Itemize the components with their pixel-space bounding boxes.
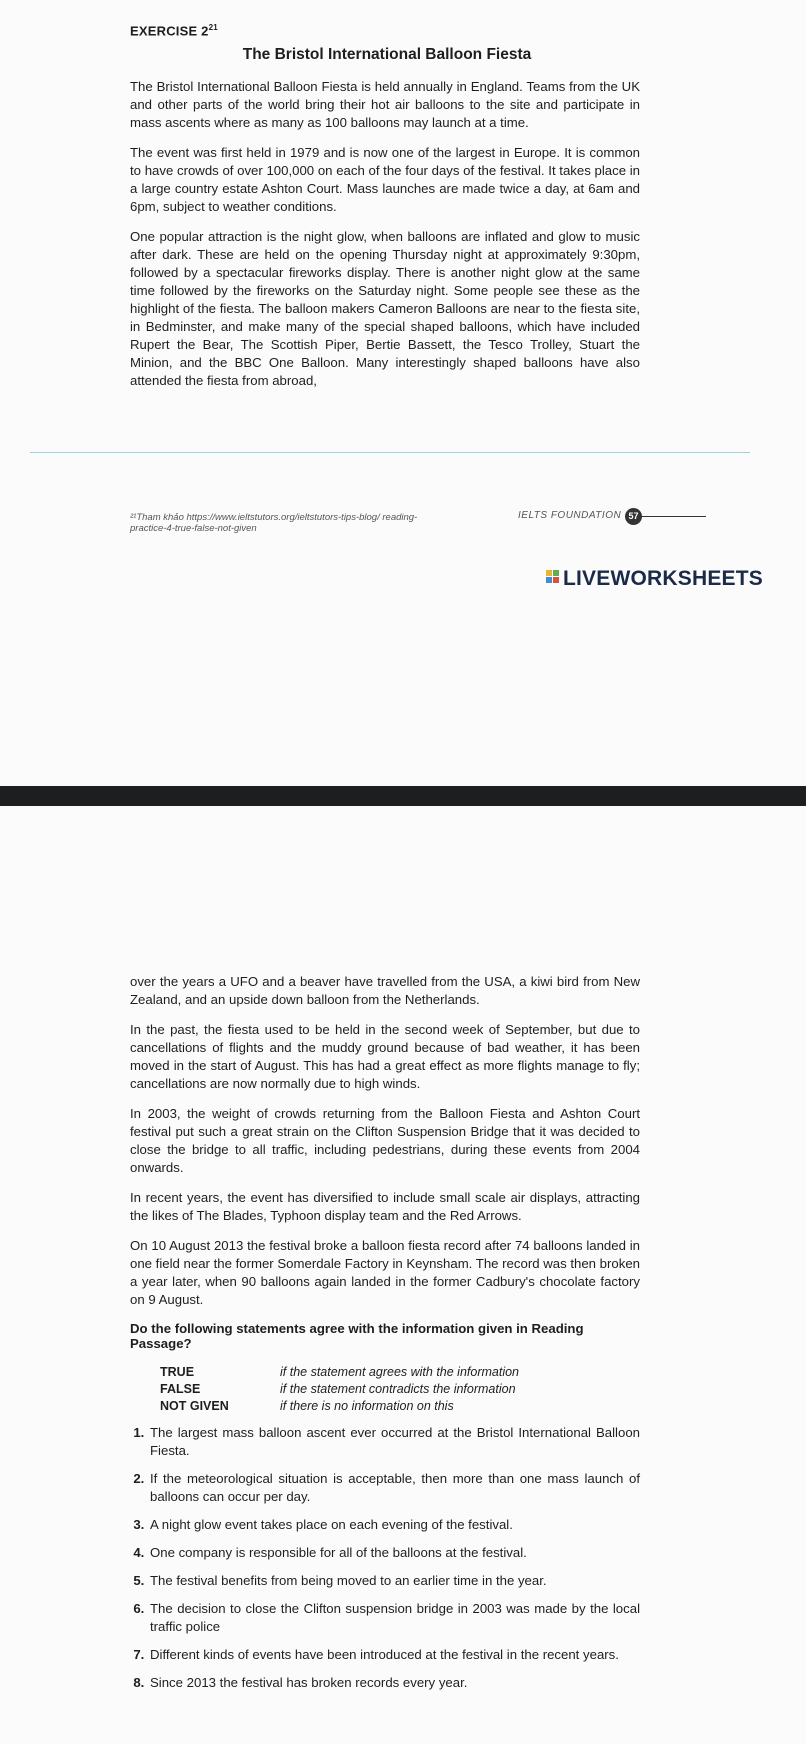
answer-legend [160,1363,640,1414]
question-instruction: Do the following statements agree with the information given in Reading Passage? [130,1321,584,1351]
paragraph: In recent years, the event has diversified to include small scale air displays, attracting the likes of The Blades, Typhoon display team and the Red Arrows. [130,1190,640,1223]
legend-key: FALSE [160,1381,201,1396]
legend-key: TRUE [160,1364,195,1379]
liveworksheets-logo: LIVEWORKSHEETS [546,567,763,591]
statement-2: 2. If the meteorological situation is acceptable, then more than one mass launch of balloons can occur per day. [148,1470,640,1506]
statement-list [130,1424,640,1692]
statement-3: 3. A night glow event takes place on each evening of the festival. [148,1516,640,1534]
legend-desc: if the statement contradicts the information [280,1381,516,1396]
statement-7: 7. Different kinds of events have been introduced at the festival in the recent years. [148,1646,640,1664]
liveworksheets-icon [546,570,560,584]
statement-5: 5. The festival benefits from being moved to an earlier time in the year. [148,1572,640,1590]
footnote: ²¹Tham khảo https://www.ieltstutors.org/ieltstutors-tips-blog/ reading-practice-4-true-false-not-given [130,512,418,534]
exercise-label: EXERCISE $2^{21}$ [130,23,218,39]
passage-part-2 [130,973,640,1702]
paragraph: One popular attraction is the night glow, when balloons are inflated and glow to music after dark. These are held on the opening Thursday night at approximately 9:30pm, followed by a spectacular fireworks display. There is another night glow at the same time followed by the fireworks on the Saturday night. Some people see these as the highlight of the fiesta. The balloon makers Cameron Balloons are near to the fiesta site, in Bedminster, and make many of the special shaped balloons, which have included Rupert the Bear, The Scottish Piper, Bertie Bassett, the Tesco Trolley, Stuart the Minion, and the BBC One Balloon. Many interestingly shaped balloons have also attended the fiesta from abroad, [130,229,640,388]
exercise-footnote-ref: 21 [208,23,218,32]
page-number: 57 [625,508,642,525]
paragraph: over the years a UFO and a beaver have travelled from the USA, a kiwi bird from New Zealand, and an upside down balloon from the Netherlands. [130,974,640,1007]
legend-key: NOT GIVEN [160,1398,229,1413]
paragraph: On 10 August 2013 the festival broke a balloon fiesta record after 74 balloons landed in one field near the former Somerdale Factory in Keynsham. The record was then broken a year later, when 90 balloons again landed in the former Cadbury's chocolate factory on 9 August. [130,1238,640,1307]
horizontal-rule [30,452,750,453]
footer-brand: IELTS FOUNDATION [518,510,622,521]
legend-row-true [160,1363,640,1380]
legend-desc: if the statement agrees with the information [280,1364,520,1379]
footer-line [640,516,706,517]
page-divider [0,786,806,806]
statement-4: 4. One company is responsible for all of the balloons at the festival. [148,1544,640,1562]
legend-desc: if there is no information on this [280,1398,454,1413]
paragraph: The event was first held in 1979 and is now one of the largest in Europe. It is common to have crowds of over 100,000 on each of the four days of the festival. It takes place in a large country estate Ashton Court. Mass launches are made twice a day, at 6am and 6pm, subject to weather conditions. [130,145,640,214]
paragraph: In the past, the fiesta used to be held in the second week of September, but due to cancellations of flights and the muddy ground because of bad weather, it has been moved in the start of August. This has had a great effect as more flights manage to fly; cancellations are now normally due to high winds. [130,1022,640,1091]
passage-title: The Bristol International Balloon Fiesta [242,46,532,63]
statement-8: 8. Since 2013 the festival has broken records every year. [148,1674,640,1692]
paragraph: In 2003, the weight of crowds returning from the Balloon Fiesta and Ashton Court festival put such a great strain on the Clifton Suspension Bridge that it was decided to close the bridge to all traffic, including pedestrians, during these events from 2004 onwards. [130,1106,640,1175]
statement-6: 6. The decision to close the Clifton suspension bridge in 2003 was made by the local traffic police [148,1600,640,1636]
passage-part-1 [130,78,640,402]
statement-1: 1. The largest mass balloon ascent ever occurred at the Bristol International Balloon Fiesta. [148,1424,640,1460]
legend-row-false [160,1380,640,1397]
legend-row-not-given [160,1397,640,1414]
paragraph: The Bristol International Balloon Fiesta is held annually in England. Teams from the UK and other parts of the world bring their hot air balloons to the site and participate in mass ascents where as many as 100 balloons may launch at a time. [130,79,640,130]
